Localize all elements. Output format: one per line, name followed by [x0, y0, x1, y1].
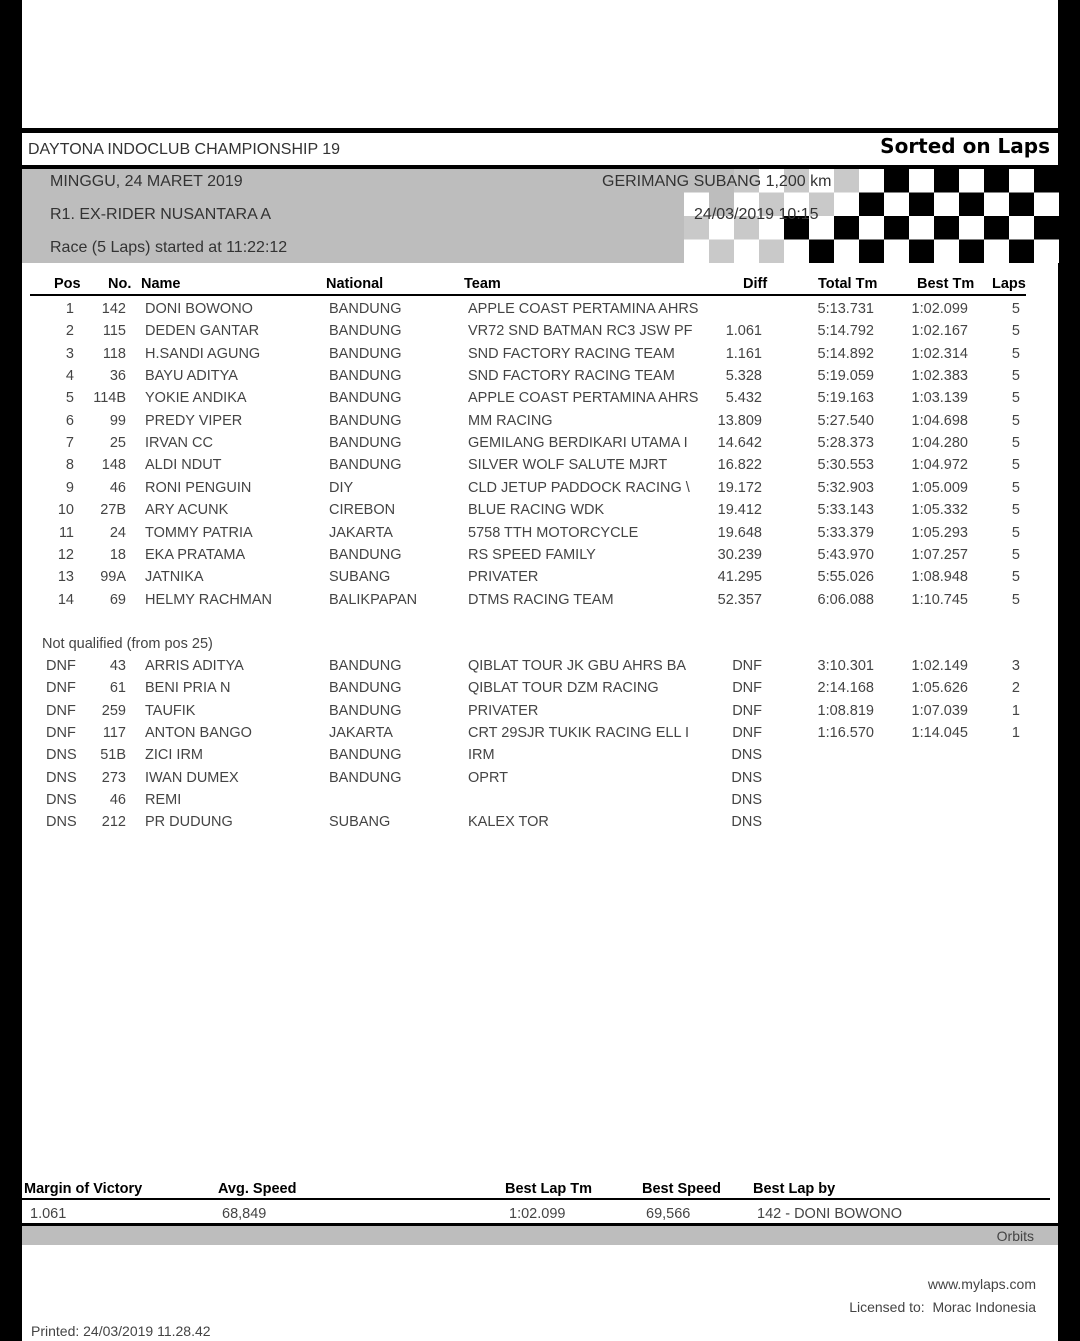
laps-cell: 3 [1011, 658, 1020, 674]
pos-cell: DNS [46, 769, 77, 786]
flag-square [959, 216, 984, 240]
col-best: Best Tm [917, 276, 975, 292]
diff-cell: DNS [731, 769, 762, 786]
number-cell: 273 [101, 769, 126, 786]
table-row [22, 569, 1058, 591]
laps-cell: 5 [1011, 301, 1020, 317]
total-time-cell: 5:55.026 [817, 569, 874, 586]
flag-square [834, 193, 859, 217]
laps-cell: 5 [1011, 368, 1020, 385]
total-time-cell: 5:43.970 [817, 546, 874, 563]
team-cell: BLUE RACING WDK [468, 502, 605, 519]
total-time-cell: 5:33.379 [817, 524, 874, 541]
number-cell: 27B [100, 502, 126, 519]
pos-cell: DNF [46, 702, 76, 719]
name-cell: IRVAN CC [145, 435, 213, 452]
national-cell: BANDUNG [329, 412, 402, 429]
table-row [22, 390, 1058, 412]
national-cell: BANDUNG [329, 301, 402, 317]
diff-cell: DNF [732, 725, 762, 742]
diff-cell: 19.172 [717, 479, 762, 496]
team-cell: SILVER WOLF SALUTE MJRT [468, 457, 668, 474]
laps-cell: 5 [1011, 569, 1020, 586]
number-cell: 46 [109, 479, 126, 496]
flag-square [1034, 193, 1059, 217]
laps-cell: 5 [1011, 546, 1020, 563]
table-row [22, 301, 1058, 323]
best-time-cell: 1:05.626 [911, 680, 968, 697]
national-cell: BANDUNG [329, 769, 402, 786]
pos-cell: 2 [65, 323, 74, 340]
table-row [22, 346, 1058, 368]
laps-cell: 5 [1011, 502, 1020, 519]
national-cell: BANDUNG [329, 457, 402, 474]
pos-cell: DNS [46, 792, 77, 809]
pos-cell: 13 [57, 569, 74, 586]
table-row [22, 792, 1058, 814]
total-time-cell: 2:14.168 [817, 680, 874, 697]
flag-square [1009, 216, 1034, 240]
flag-square [859, 216, 884, 240]
team-cell: GEMILANG BERDIKARI UTAMA I [468, 435, 688, 452]
flag-square [1009, 193, 1034, 217]
table-row [22, 413, 1058, 435]
name-cell: EKA PRATAMA [145, 546, 246, 563]
team-cell: RS SPEED FAMILY [468, 546, 596, 563]
national-cell: BANDUNG [329, 702, 402, 719]
col-no: No. [108, 276, 132, 292]
table-row [22, 435, 1058, 457]
name-cell: HELMY RACHMAN [145, 591, 273, 608]
total-time-cell: 5:14.792 [817, 323, 874, 340]
team-cell: PRIVATER [468, 702, 539, 719]
flag-square [934, 240, 959, 264]
orbits-label: Orbits [996, 1228, 1034, 1244]
national-cell: BANDUNG [329, 368, 402, 385]
total-time-cell: 5:30.553 [817, 457, 874, 474]
flag-square [909, 169, 934, 193]
sort-label: Sorted on Laps [880, 134, 1050, 158]
team-cell: QIBLAT TOUR JK GBU AHRS BA [468, 658, 687, 674]
name-cell: TOMMY PATRIA [145, 524, 253, 541]
flag-square [959, 169, 984, 193]
best-time-cell: 1:08.948 [911, 569, 968, 586]
table-row [22, 323, 1058, 345]
team-cell: APPLE COAST PERTAMINA AHRS [468, 390, 699, 407]
race-start: Race (5 Laps) started at 11:22:12 [50, 239, 288, 256]
avg-speed-value: 68,849 [222, 1206, 267, 1222]
national-cell: SUBANG [329, 814, 391, 831]
national-cell: BANDUNG [329, 435, 402, 452]
best-time-cell: 1:05.293 [911, 524, 968, 541]
flag-square [834, 169, 859, 193]
national-cell: DIY [329, 479, 354, 496]
total-time-cell: 5:28.373 [817, 435, 874, 452]
name-cell: IWAN DUMEX [145, 769, 239, 786]
margin-value: 1.061 [30, 1206, 67, 1222]
col-national: National [326, 276, 384, 292]
team-cell: OPRT [468, 769, 509, 786]
table-row [22, 814, 1058, 836]
pos-cell: 4 [65, 368, 74, 385]
flag-square [834, 240, 859, 264]
pos-cell: 10 [57, 502, 74, 519]
diff-cell: DNS [731, 814, 762, 831]
team-cell: IRM [468, 747, 495, 764]
pos-cell: DNF [46, 658, 76, 674]
national-cell: BANDUNG [329, 680, 402, 697]
best-lap-value: 1:02.099 [509, 1206, 566, 1222]
table-row [22, 525, 1058, 547]
diff-cell: 30.239 [717, 546, 762, 563]
number-cell: 117 [102, 725, 126, 742]
team-cell: KALEX TOR [468, 814, 549, 831]
team-cell: SND FACTORY RACING TEAM [468, 345, 675, 362]
best-time-cell: 1:07.039 [911, 702, 968, 719]
event-date: MINGGU, 24 MARET 2019 [50, 173, 243, 190]
flag-square [784, 240, 809, 264]
best-time-cell: 1:04.280 [911, 435, 968, 452]
number-cell: 61 [109, 680, 126, 697]
flag-square [884, 240, 909, 264]
total-time-cell: 3:10.301 [817, 658, 874, 674]
flag-square [759, 240, 784, 264]
diff-cell: 16.822 [717, 457, 762, 474]
national-cell: BANDUNG [329, 658, 402, 674]
name-cell: TAUFIK [145, 702, 196, 719]
table-row [22, 502, 1058, 524]
flag-square [984, 216, 1009, 240]
licensed-label: Licensed to: [849, 1299, 925, 1315]
diff-cell: DNF [732, 702, 762, 719]
flag-square [984, 240, 1009, 264]
number-cell: 114B [93, 390, 126, 407]
number-cell: 18 [109, 546, 126, 563]
flag-square [884, 169, 909, 193]
table-row [22, 770, 1058, 792]
best-lap-by-label: Best Lap by [753, 1181, 836, 1197]
margin-label: Margin of Victory [24, 1181, 143, 1197]
name-cell: ZICI IRM [145, 747, 203, 764]
flag-square [909, 193, 934, 217]
table-row [22, 747, 1058, 769]
footer-rule [22, 1198, 1050, 1200]
diff-cell: 13.809 [717, 412, 762, 429]
number-cell: 142 [101, 301, 126, 317]
name-cell: BAYU ADITYA [145, 368, 238, 385]
diff-cell: 5.432 [725, 390, 762, 407]
pos-cell: 9 [65, 479, 74, 496]
national-cell: BANDUNG [329, 390, 402, 407]
number-cell: 259 [101, 702, 126, 719]
total-time-cell: 6:06.088 [817, 591, 874, 608]
name-cell: REMI [145, 792, 182, 809]
flag-square [859, 240, 884, 264]
flag-square [809, 240, 834, 264]
pos-cell: 11 [58, 524, 74, 541]
flag-square [684, 240, 709, 264]
national-cell: BANDUNG [329, 747, 402, 764]
best-lap-label: Best Lap Tm [505, 1181, 593, 1197]
national-cell: BANDUNG [329, 546, 402, 563]
national-cell: BALIKPAPAN [329, 591, 418, 608]
table-row [22, 725, 1058, 747]
pos-cell: 12 [57, 546, 74, 563]
pos-cell: 3 [65, 345, 74, 362]
laps-cell: 5 [1011, 435, 1020, 452]
total-time-cell: 5:14.892 [817, 345, 874, 362]
name-cell: ARY ACUNK [145, 502, 229, 519]
col-diff: Diff [743, 276, 768, 292]
pos-cell: 14 [57, 591, 74, 608]
laps-cell: 1 [1011, 702, 1020, 719]
name-cell: RONI PENGUIN [145, 479, 252, 496]
name-cell: ARRIS ADITYA [145, 658, 244, 674]
table-row [22, 547, 1058, 569]
circuit-name: GERIMANG SUBANG 1,200 km [602, 173, 832, 190]
results-page [22, 0, 1058, 1341]
best-time-cell: 1:02.314 [911, 345, 968, 362]
flag-square [834, 216, 859, 240]
table-row [22, 368, 1058, 390]
laps-cell: 5 [1011, 323, 1020, 340]
flag-square [934, 169, 959, 193]
total-time-cell: 5:32.903 [817, 479, 874, 496]
laps-cell: 5 [1011, 479, 1020, 496]
footer-band [22, 1226, 1058, 1245]
championship-title: DAYTONA INDOCLUB CHAMPIONSHIP 19 [28, 141, 341, 158]
team-cell: VR72 SND BATMAN RC3 JSW PF [468, 323, 693, 340]
diff-cell: DNS [731, 792, 762, 809]
printed-timestamp: Printed: 24/03/2019 11.28.42 [31, 1323, 211, 1339]
flag-square [1009, 240, 1034, 264]
flag-square [934, 216, 959, 240]
total-time-cell: 5:33.143 [817, 502, 874, 519]
diff-cell: 1.061 [725, 323, 762, 340]
flag-square [859, 193, 884, 217]
top-rule [22, 128, 1058, 133]
total-time-cell: 1:16.570 [817, 725, 874, 742]
license-line [849, 1299, 1036, 1315]
diff-cell: 52.357 [717, 591, 762, 608]
laps-cell: 5 [1011, 524, 1020, 541]
best-time-cell: 1:04.972 [911, 457, 968, 474]
name-cell: BENI PRIA N [145, 680, 231, 697]
best-time-cell: 1:05.332 [911, 502, 968, 519]
diff-cell: DNS [731, 747, 762, 764]
team-cell: PRIVATER [468, 569, 539, 586]
pos-cell: 6 [65, 412, 74, 429]
best-time-cell: 1:04.698 [911, 412, 968, 429]
pos-cell: 5 [65, 390, 74, 407]
pos-cell: DNS [46, 814, 77, 831]
total-time-cell: 5:13.731 [817, 301, 874, 317]
name-cell: ALDI NDUT [145, 457, 222, 474]
number-cell: 212 [101, 814, 126, 831]
pos-cell: 7 [65, 435, 74, 452]
table-row [22, 480, 1058, 502]
pos-cell: 8 [65, 457, 74, 474]
number-cell: 99A [100, 569, 126, 586]
name-cell: ANTON BANGO [145, 725, 252, 742]
pos-cell: 1 [65, 301, 74, 317]
best-lap-by-value: 142 - DONI BOWONO [757, 1206, 903, 1222]
best-time-cell: 1:02.099 [911, 301, 968, 317]
flag-square [984, 193, 1009, 217]
total-time-cell: 5:19.059 [817, 368, 874, 385]
number-cell: 36 [109, 368, 126, 385]
national-cell: BANDUNG [329, 345, 402, 362]
laps-cell: 5 [1011, 345, 1020, 362]
diff-cell: DNF [732, 658, 762, 674]
flag-square [734, 240, 759, 264]
race-class: R1. EX-RIDER NUSANTARA A [50, 206, 272, 223]
flag-square [909, 216, 934, 240]
flag-square [884, 193, 909, 217]
laps-cell: 5 [1011, 412, 1020, 429]
best-speed-label: Best Speed [642, 1181, 721, 1197]
diff-cell: 41.295 [717, 569, 762, 586]
col-total: Total Tm [818, 276, 878, 292]
national-cell: JAKARTA [329, 725, 393, 742]
team-cell: CLD JETUP PADDOCK RACING \ [468, 479, 690, 496]
table-row [22, 457, 1058, 479]
national-cell: JAKARTA [329, 524, 393, 541]
team-cell: DTMS RACING TEAM [468, 591, 614, 608]
team-cell: CRT 29SJR TUKIK RACING ELL I [468, 725, 690, 742]
flag-square [859, 169, 884, 193]
total-time-cell: 1:08.819 [817, 702, 874, 719]
flag-square [1034, 216, 1059, 240]
total-time-cell: 5:27.540 [817, 412, 874, 429]
flag-square [1009, 169, 1034, 193]
table-row [22, 592, 1058, 614]
number-cell: 51B [100, 747, 126, 764]
flag-square [1034, 169, 1059, 193]
best-time-cell: 1:02.383 [911, 368, 968, 385]
flag-square [959, 193, 984, 217]
name-cell: DONI BOWONO [145, 301, 253, 317]
table-row [22, 680, 1058, 702]
number-cell: 115 [102, 323, 126, 340]
diff-cell: 19.412 [717, 502, 762, 519]
number-cell: 118 [102, 345, 126, 362]
team-cell: 5758 TTH MOTORCYCLE [468, 524, 639, 541]
name-cell: PR DUDUNG [145, 814, 233, 831]
best-time-cell: 1:03.139 [911, 390, 968, 407]
best-time-cell: 1:02.149 [911, 658, 968, 674]
best-speed-value: 69,566 [646, 1206, 691, 1222]
number-cell: 25 [109, 435, 126, 452]
laps-cell: 5 [1011, 591, 1020, 608]
diff-cell: 1.161 [725, 345, 762, 362]
col-team: Team [464, 276, 501, 292]
name-cell: PREDY VIPER [145, 412, 243, 429]
total-time-cell: 5:19.163 [817, 390, 874, 407]
flag-square [884, 216, 909, 240]
national-cell: SUBANG [329, 569, 391, 586]
team-cell: QIBLAT TOUR DZM RACING [468, 680, 659, 697]
flag-square [934, 193, 959, 217]
pos-cell: DNF [46, 725, 76, 742]
col-pos: Pos [54, 276, 81, 292]
table-row [22, 703, 1058, 725]
best-time-cell: 1:10.745 [911, 591, 968, 608]
avg-speed-label: Avg. Speed [218, 1181, 297, 1197]
column-header-rule [30, 294, 1026, 296]
pos-cell: DNF [46, 680, 76, 697]
laps-cell: 1 [1011, 725, 1020, 742]
laps-cell: 5 [1011, 390, 1020, 407]
team-cell: MM RACING [468, 412, 553, 429]
national-cell: CIREBON [329, 502, 396, 519]
team-cell: APPLE COAST PERTAMINA AHRS [468, 301, 699, 317]
national-cell: BANDUNG [329, 323, 402, 340]
name-cell: JATNIKA [145, 569, 204, 586]
diff-cell: 14.642 [717, 435, 762, 452]
number-cell: 148 [101, 457, 126, 474]
number-cell: 43 [109, 658, 126, 674]
number-cell: 69 [109, 591, 126, 608]
website: www.mylaps.com [927, 1276, 1036, 1292]
col-laps: Laps [992, 276, 1026, 292]
number-cell: 46 [109, 792, 126, 809]
name-cell: YOKIE ANDIKA [145, 390, 247, 407]
diff-cell: 19.648 [717, 524, 762, 541]
laps-cell: 5 [1011, 457, 1020, 474]
laps-cell: 2 [1011, 680, 1020, 697]
flag-square [709, 240, 734, 264]
licensed-value: Morac Indonesia [932, 1299, 1036, 1315]
event-datetime: 24/03/2019 10:15 [694, 206, 819, 223]
best-time-cell: 1:05.009 [911, 479, 968, 496]
number-cell: 99 [109, 412, 126, 429]
flag-square [984, 169, 1009, 193]
team-cell: SND FACTORY RACING TEAM [468, 368, 675, 385]
flag-square [909, 240, 934, 264]
col-name: Name [141, 276, 181, 292]
table-row [22, 658, 1058, 680]
pos-cell: DNS [46, 747, 77, 764]
not-qualified-label: Not qualified (from pos 25) [42, 636, 213, 652]
diff-cell: 5.328 [725, 368, 762, 385]
name-cell: DEDEN GANTAR [145, 323, 260, 340]
best-time-cell: 1:07.257 [911, 546, 968, 563]
number-cell: 24 [109, 524, 126, 541]
flag-square [959, 240, 984, 264]
best-time-cell: 1:14.045 [911, 725, 968, 742]
diff-cell: DNF [732, 680, 762, 697]
best-time-cell: 1:02.167 [911, 323, 968, 340]
flag-square [1034, 240, 1059, 264]
name-cell: H.SANDI AGUNG [145, 345, 261, 362]
